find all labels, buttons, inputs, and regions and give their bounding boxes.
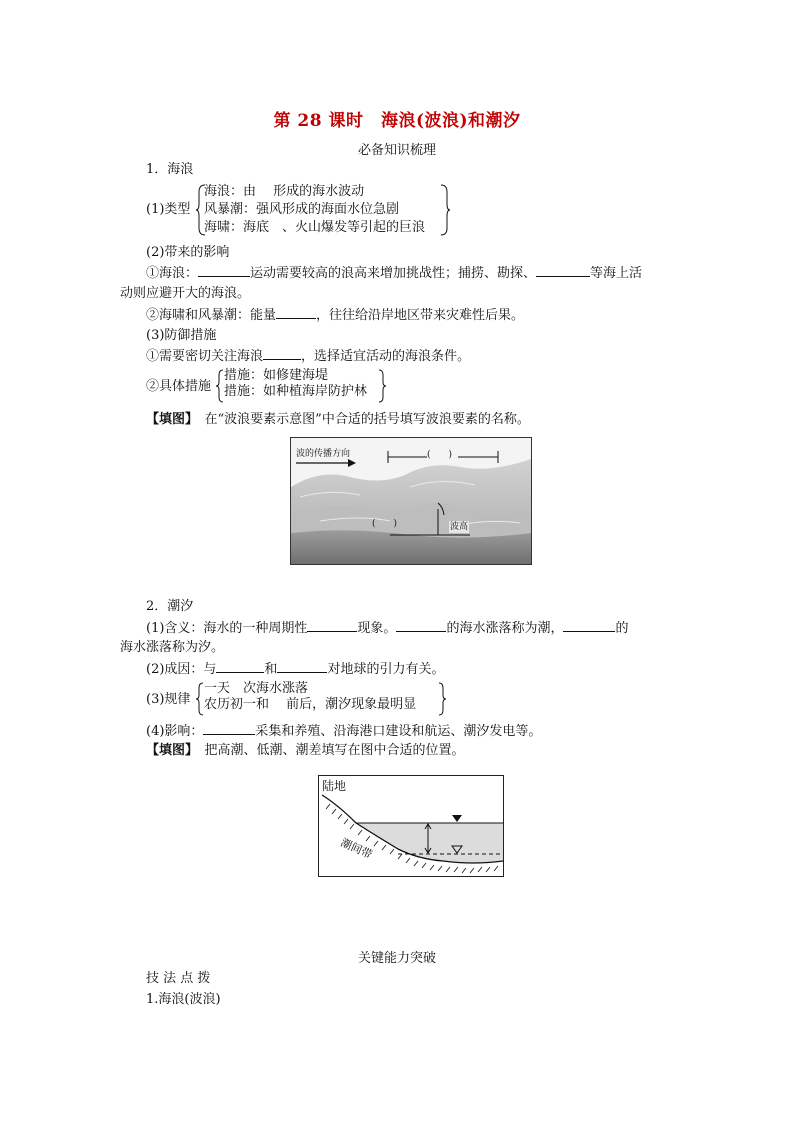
impact-line-1: ①海浪： 运动需要较高的浪高来增加挑战性；捕捞、勘探、 等海上活 xyxy=(146,266,643,281)
right-brace-icon xyxy=(440,184,450,236)
intertidal-label: 潮间带 xyxy=(338,836,375,862)
impact-title: (2)带来的影响 xyxy=(146,245,230,260)
land-label: 陆地 xyxy=(322,779,347,793)
right-brace-icon xyxy=(378,369,386,403)
heading-waves-2: 1.海浪(波浪) xyxy=(146,992,221,1007)
wave-bracket-wavelength[interactable]: ( ) xyxy=(427,450,453,460)
techniques-label: 技 法 点 拨 xyxy=(146,971,211,986)
tide-meaning-line-2: 海水涨落称为汐。 xyxy=(120,640,225,655)
blank-tidal-flat[interactable] xyxy=(203,722,255,735)
wave-bracket-crest[interactable]: ( ) xyxy=(372,519,398,529)
heading-tides: 2．潮汐 xyxy=(146,599,194,614)
type-item-tsunami: 海啸：海底 、火山爆发等引起的巨浪 xyxy=(204,220,426,235)
blank-forecast[interactable] xyxy=(263,347,301,360)
blank-activity[interactable] xyxy=(536,264,590,277)
blank-sport[interactable] xyxy=(198,264,250,277)
defense-line-1: ①需要密切关注海浪 ，选择适宜活动的海浪条件。 xyxy=(146,349,471,364)
type-item-wave: 海浪：由 形成的海水波动 xyxy=(204,184,365,199)
defense-item-biological: 措施：如种植海岸防护林 xyxy=(224,384,368,399)
blank-sun[interactable] xyxy=(277,660,327,673)
tide-rule-lunar: 农历初一和 前后，潮汐现象最明显 xyxy=(204,697,417,712)
heading-waves: 1．海浪 xyxy=(146,162,194,177)
left-brace-icon xyxy=(196,682,204,716)
section-heading-knowledge: 必备知识梳理 xyxy=(357,143,436,158)
impact-line-3: ②海啸和风暴潮：能量 ，往往给沿岸地区带来灾难性后果。 xyxy=(146,308,525,323)
wave-direction-label: 波的传播方向 xyxy=(296,449,351,459)
defense-label: ②具体措施 xyxy=(146,379,212,394)
types-label: (1)类型 xyxy=(146,202,191,217)
defense-item-engineering: 措施：如修建海堤 xyxy=(224,368,329,383)
wave-height-label: 波高 xyxy=(450,522,469,532)
tide-meaning-line-1: (1)含义：海水的一种周期性 现象。 的海水涨落称为潮， 的 xyxy=(146,621,629,636)
blank-daytime[interactable] xyxy=(396,619,446,632)
tide-rule-daily: 一天 次海水涨落 xyxy=(204,681,309,696)
page-title: 第 28 课时 海浪(波浪)和潮汐 xyxy=(273,111,521,131)
tide-rule-label: (3)规律 xyxy=(146,692,191,707)
fill-instruction-2: 【填图】 把高潮、低潮、潮差填写在图中合适的位置。 xyxy=(146,743,465,758)
blank-nighttime[interactable] xyxy=(563,619,615,632)
tide-cause: (2)成因：与 和 对地球的引力有关。 xyxy=(146,662,445,677)
right-brace-icon xyxy=(438,682,446,716)
blank-energy[interactable] xyxy=(276,306,316,319)
tide-effect: (4)影响： 采集和养殖、沿海港口建设和航运、潮汐发电等。 xyxy=(146,724,542,739)
blank-rise-fall[interactable] xyxy=(307,619,357,632)
section-heading-ability: 关键能力突破 xyxy=(357,951,436,966)
impact-line-2: 动则应避开大的海浪。 xyxy=(120,286,251,301)
type-item-storm-surge: 风暴潮：强风形成的海面水位急剧 xyxy=(204,202,400,217)
defense-title: (3)防御措施 xyxy=(146,328,217,343)
blank-moon[interactable] xyxy=(216,660,264,673)
left-brace-icon xyxy=(216,369,224,403)
fill-instruction-1: 【填图】 在“波浪要素示意图”中合适的括号填写波浪要素的名称。 xyxy=(146,412,530,427)
